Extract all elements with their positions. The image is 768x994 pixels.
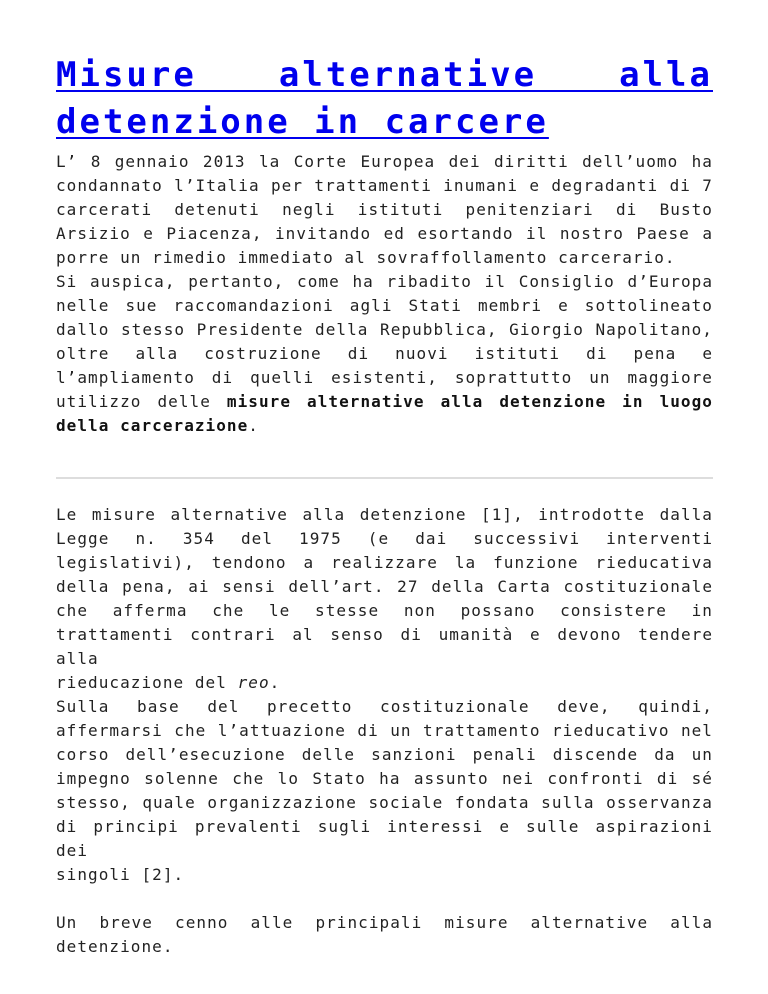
text-line xyxy=(56,911,713,935)
text-segment: affermarsi che l’attuazione di un trattamento rieducativo nel xyxy=(56,721,713,740)
text-segment: impegno solenne che lo Stato ha assunto nei confronti di sé xyxy=(56,769,713,788)
body-paragraph xyxy=(56,503,713,887)
text-line xyxy=(56,791,713,815)
bold-text: della carcerazione xyxy=(56,416,249,435)
text-segment: porre un rimedio immediato al sovraffollamento carcerario. xyxy=(56,248,676,267)
text-line xyxy=(56,575,713,599)
text-line xyxy=(56,527,713,551)
text-segment: dallo stesso Presidente della Repubblica, Giorgio Napolitano, xyxy=(56,320,713,339)
text-line xyxy=(56,503,713,527)
text-segment: Si auspica, pertanto, come ha ribadito il Consiglio d’Europa xyxy=(56,272,713,291)
text-line xyxy=(56,246,713,270)
text-segment: oltre alla costruzione di nuovi istituti di pena e xyxy=(56,344,713,363)
text-segment: di principi prevalenti sugli interessi e sulle aspirazioni dei xyxy=(56,817,713,860)
text-line xyxy=(56,623,713,671)
text-line xyxy=(56,671,713,695)
text-line xyxy=(56,174,713,198)
text-line xyxy=(56,414,713,438)
text-line xyxy=(56,695,713,719)
text-line xyxy=(56,150,713,174)
text-line xyxy=(56,599,713,623)
text-segment: nelle sue raccomandazioni agli Stati membri e sottolineato xyxy=(56,296,713,315)
bold-text: misure alternative alla detenzione in luogo xyxy=(226,392,713,411)
text-segment: Un breve cenno alle principali misure alternative alla xyxy=(56,913,713,932)
text-line xyxy=(56,863,713,887)
text-line xyxy=(56,294,713,318)
text-segment: corso dell’esecuzione delle sanzioni penali discende da un xyxy=(56,745,713,764)
text-segment: . xyxy=(248,416,259,435)
text-segment: L’ 8 gennaio 2013 la Corte Europea dei diritti dell’uomo ha xyxy=(56,152,713,171)
article-title-link[interactable] xyxy=(56,52,713,146)
text-segment: rieducazione del xyxy=(56,673,238,692)
text-segment: l’ampliamento di quelli esistenti, soprattutto un maggiore xyxy=(56,368,713,387)
text-segment: condannato l’Italia per trattamenti inumani e degradanti di 7 xyxy=(56,176,713,195)
text-segment: detenzione. xyxy=(56,937,174,956)
section-divider xyxy=(56,477,713,479)
intro-paragraph xyxy=(56,150,713,438)
text-line xyxy=(56,222,713,246)
text-segment: Arsizio e Piacenza, invitando ed esortando il nostro Paese a xyxy=(56,224,713,243)
text-segment: carcerati detenuti negli istituti penitenziari di Busto xyxy=(56,200,713,219)
text-segment: che afferma che le stesse non possano consistere in xyxy=(56,601,713,620)
text-segment: legislativi), tendono a realizzare la funzione rieducativa xyxy=(56,553,713,572)
text-line xyxy=(56,390,713,414)
closing-paragraph xyxy=(56,911,713,959)
text-line xyxy=(56,935,713,959)
text-line xyxy=(56,198,713,222)
italic-text: reo xyxy=(237,673,270,692)
text-segment: Le misure alternative alla detenzione [1], introdotte dalla xyxy=(56,505,713,524)
text-segment: stesso, quale organizzazione sociale fondata sulla osservanza xyxy=(56,793,713,812)
text-line xyxy=(56,743,713,767)
text-line xyxy=(56,270,713,294)
text-segment: singoli [2]. xyxy=(56,865,185,884)
text-segment: trattamenti contrari al senso di umanità e devono tendere alla xyxy=(56,625,713,668)
text-line xyxy=(56,342,713,366)
text-segment: della pena, ai sensi dell’art. 27 della Carta costituzionale xyxy=(56,577,713,596)
text-line xyxy=(56,366,713,390)
title-line[interactable]: detenzione in carcere xyxy=(56,102,549,142)
text-line xyxy=(56,318,713,342)
text-segment: Sulla base del precetto costituzionale deve, quindi, xyxy=(56,697,713,716)
text-line xyxy=(56,815,713,863)
title-line[interactable]: Misure alternative alla xyxy=(56,55,713,95)
text-segment: Legge n. 354 del 1975 (e dai successivi interventi xyxy=(56,529,713,548)
text-line xyxy=(56,551,713,575)
article-title xyxy=(56,52,713,146)
text-segment: utilizzo delle xyxy=(56,392,227,411)
text-segment: . xyxy=(269,673,281,692)
text-line xyxy=(56,719,713,743)
text-line xyxy=(56,767,713,791)
